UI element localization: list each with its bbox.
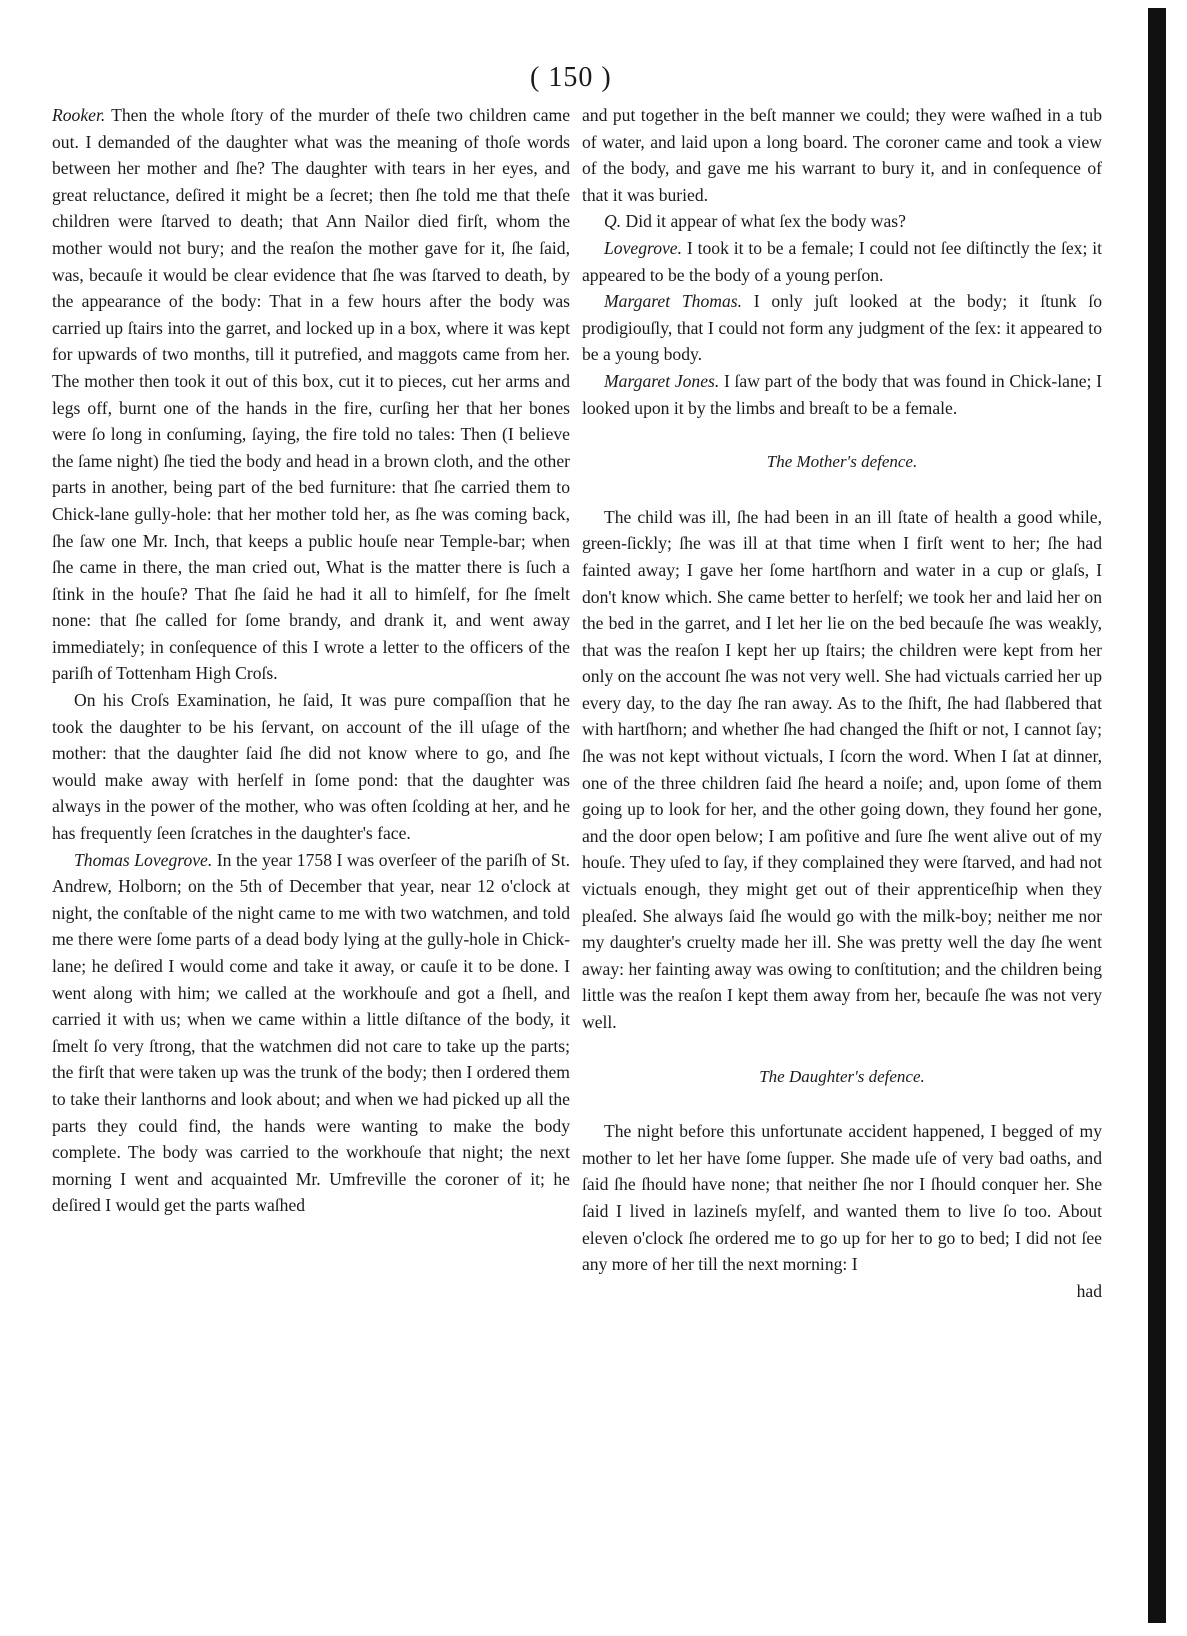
speaker-name: Lovegrove.: [604, 237, 683, 258]
speaker-name: Thomas Lovegrove.: [74, 849, 213, 870]
question-text: Did it appear of what ſex the body was?: [621, 211, 906, 232]
testimony-text: In the year 1758 I was overſeer of the pariſh of St. Andrew, Holborn; on the 5th of December that year, near 12 o'clock at night, the conſtable of the night came to me with two watchmen, and told me there were ſome parts of a dead body lying at the gully-hole in Chick-lane; he deſired I would come and take it away, or cauſe it to be done. I went along with him; we called at the workhouſe and got a ſhell, and carried it with us; when we came within a little diſtance of the body, it ſmelt ſo very ſtrong, that the watchmen did not care to take up the parts; the firſt that were taken up was the trunk of the body; then I ordered them to take their lanthorns and look about; and when we had picked up all the parts they could find, the hands were wanting to make the body complete. The body was carried to the workhouſe that night; the next morning I went and acquainted Mr. Umfreville the coroner of it; he deſired I would get the parts waſhed: [52, 849, 570, 1216]
testimony-text: On his Croſs Examination, he ſaid, It was pure compaſſion that he took the daughter to be his ſervant, on account of the ill uſage of the mother: that the daughter ſaid ſhe did not know where to go, and ſhe would make away with herſelf in ſome pond: that the daughter was always in the power of the mother, who was often ſcolding at her, and he has frequently ſeen ſcratches in the daughter's face.: [52, 690, 570, 844]
speaker-name: Rooker.: [52, 105, 106, 125]
speaker-name: Margaret Jones.: [604, 370, 720, 391]
daughter-defence-text: The night before this unfortunate accident happened, I begged of my mother to let her have ſome ſupper. She made uſe of very bad oaths, and ſaid ſhe ſhould have none; that neither ſhe nor I ſhould conquer her. She ſaid I lived in lazineſs myſelf, and wanted them to live ſo too. About eleven o'clock ſhe ordered me to go up for her to go to bed; I did not ſee any more of her till the next morning: I: [582, 1121, 1102, 1275]
answer-text: I took it to be a female; I could not ſee diſtinctly the ſex; it appeared to be the body of a young perſon.: [582, 237, 1102, 285]
testimony-lovegrove: [52, 847, 570, 1219]
catchword: had: [1076, 1280, 1102, 1301]
answer-text: I ſaw part of the body that was found in Chick-lane; I looked upon it by the limbs and breaſt to be a female.: [582, 370, 1102, 418]
answer-margaret-jones: [582, 368, 1102, 421]
daughter-defence-heading: The Daughter's defence.: [759, 1066, 925, 1086]
speaker-name: Q.: [604, 211, 622, 232]
cross-examination: [52, 687, 570, 847]
answer-margaret-thomas: [582, 288, 1102, 368]
left-column: [52, 102, 570, 1219]
testimony-text: Then the whole ſtory of the murder of theſe two children came out. I demanded of the daughter what was the meaning of thoſe words between her mother and ſhe? The daughter with tears in her eyes, and great reluctance, deſired it might be a ſecret; then ſhe told me that theſe children were ſtarved to death; that Ann Nailor died firſt, whom the mother would not bury; and the reaſon the mother gave for it, ſhe ſaid, was, becauſe it would be clear evidence that ſhe was ſtarved to death, by the appearance of the body: That in a few hours after the body was carried up ſtairs into the garret, and locked up in a box, where it was kept for upwards of two months, till it putrefied, and maggots came from her. The mother then took it out of this box, cut it to pieces, cut her arms and legs off, burnt one of the hands in the fire, curſing her that her bones were ſo long in conſuming, ſaying, the fire told no tales: Then (I believe the ſame night) ſhe tied the body and head in a brown cloth, and the other parts in another, being part of the bed furniture: that ſhe carried them to Chick-lane gully-hole: that her mother told her, as ſhe was coming back, ſhe ſaw one Mr. Inch, that keeps a public houſe near Temple-bar; when ſhe came in there, the man cried out, What is the matter there is ſuch a ſtink in the houſe? That ſhe ſaid he had it all to himſelf, for ſhe ſmelt none: that ſhe called for ſome brandy, and drank it, and went away immediately; in conſequence of this I wrote a letter to the officers of the pariſh of Tottenham High Croſs.: [52, 105, 570, 684]
continued-paragraph: and put together in the beſt manner we could; they were waſhed in a tub of water, and laid upon a long board. The coroner came and took a view of the body, and gave me his warrant to bury it, and in conſequence of that it was buried.: [582, 105, 1102, 205]
answer-text: I only juſt looked at the body; it ſtunk ſo prodigiouſly, that I could not form any judgment of the ſex: it appeared to be a young body.: [582, 291, 1103, 365]
testimony-rooker: [52, 102, 570, 687]
page-edge-shadow: [1148, 8, 1166, 1623]
mother-defence-text: The child was ill, ſhe had been in an ill ſtate of health a good while, green-ſickly; ſhe was ill at that time when I firſt went to her; ſhe had fainted away; I gave her ſome hartſhorn and water in a cup or glaſs, I don't know which. She came better to herſelf; we took her and laid her on the bed in the garret, and I let her lie on the bed becauſe ſhe was weakly, that was the reaſon I kept her up ſtairs; the children were kept from her only on the account ſhe was not very well. She had victuals carried her up every day, to the day ſhe ran away. As to the ſhift, ſhe had ſlabbered that with hartſhorn; and whether ſhe had changed the ſhift or not, I cannot ſay; ſhe was not kept without victuals, I ſcorn the word. When I ſat at dinner, one of the three children ſaid ſhe heard a noiſe; and, upon ſome of them going up to look for her, and the other going down, they found her gone, and the door open below; I am poſitive and ſure ſhe went alive out of my houſe. They uſed to ſay, if they complained they were ſtarved, and had not victuals enough, they might get out of their apprenticeſhip when they pleaſed. She always ſaid ſhe would go with the milk-boy; neither me nor my daughter's cruelty made her ill. She was pretty well the day ſhe went away: her fainting away was owing to conſtitution; and the children being little was the reaſon I kept them away from her, becauſe ſhe was not very well.: [582, 506, 1102, 1032]
answer-lovegrove: [582, 235, 1102, 288]
mother-defence-heading: The Mother's defence.: [766, 452, 918, 472]
right-column: [582, 102, 1102, 1304]
page-number: ( 150 ): [530, 62, 612, 93]
speaker-name: Margaret Thomas.: [604, 291, 743, 312]
question: [582, 208, 1102, 235]
